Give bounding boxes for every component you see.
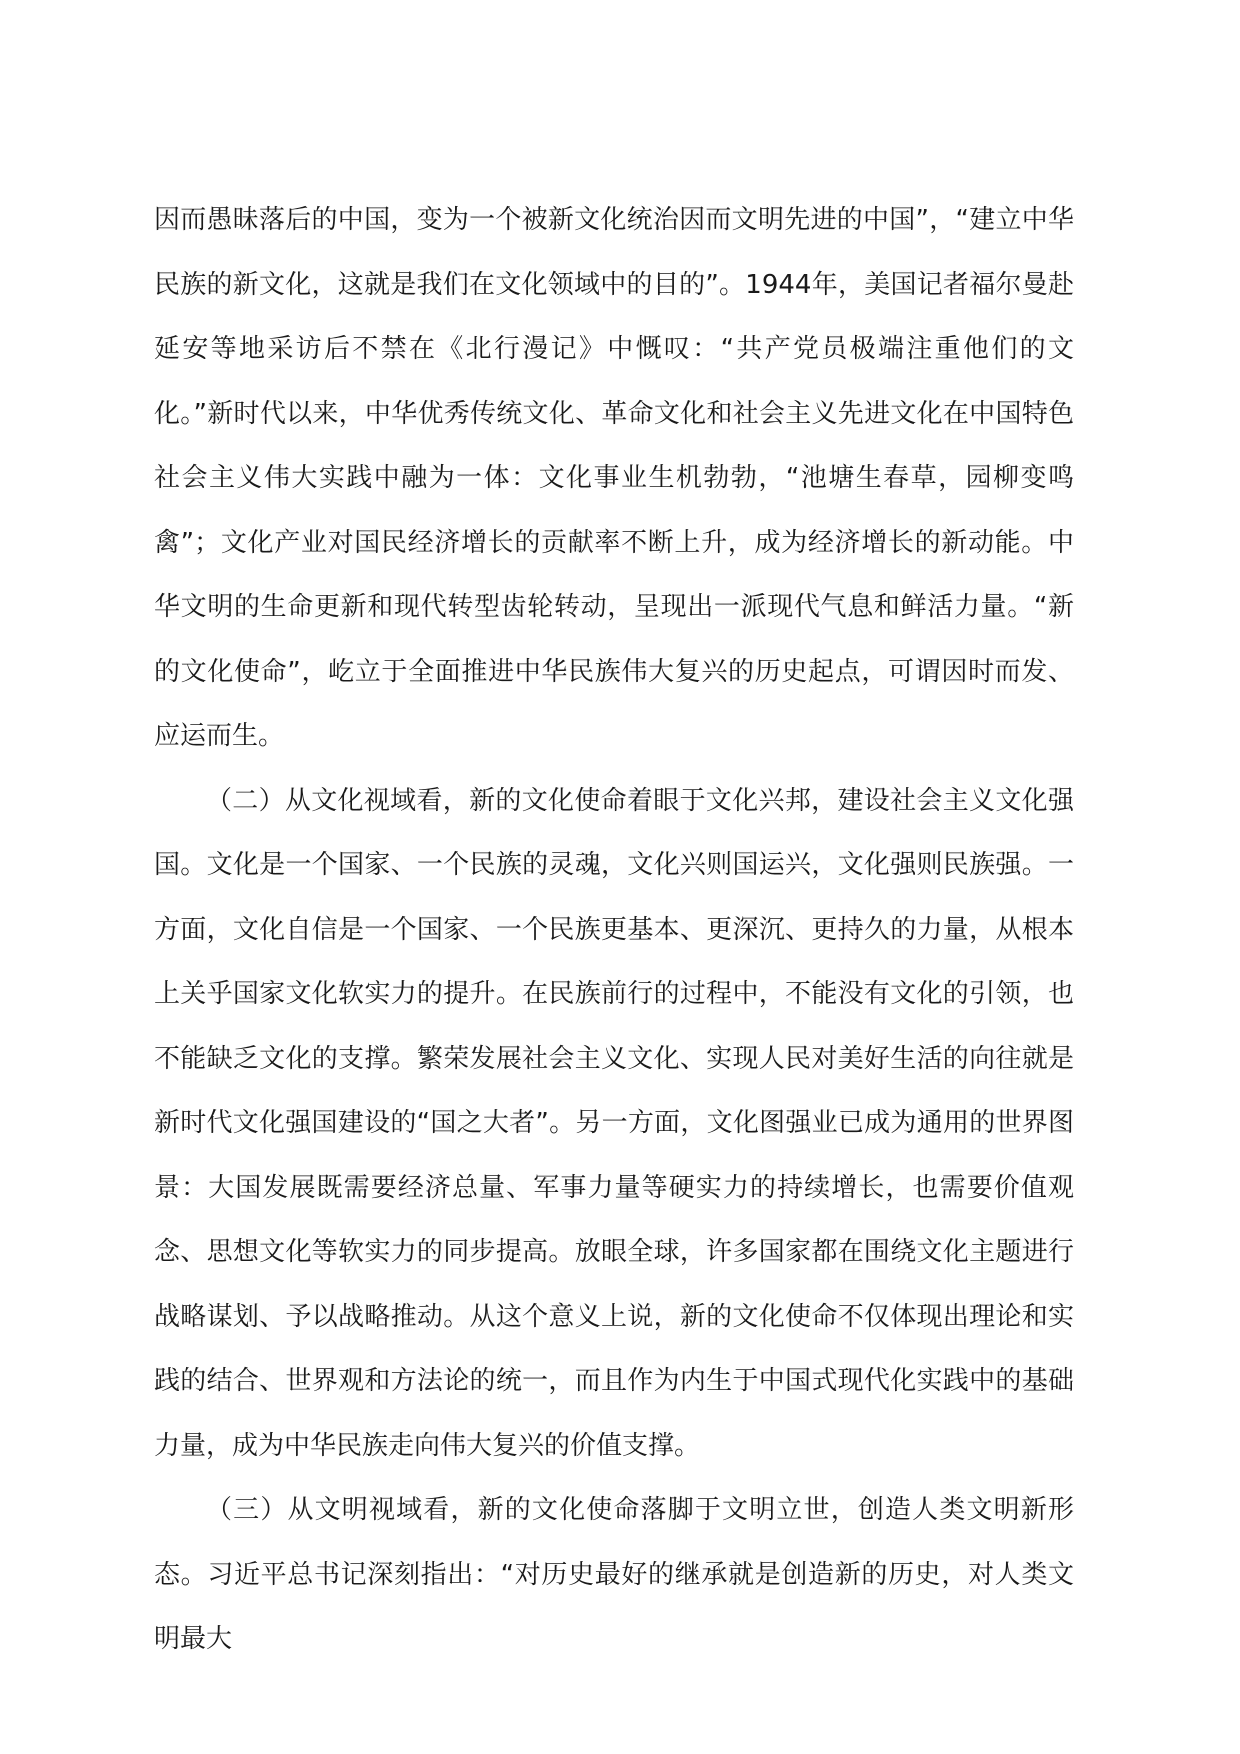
paragraph-section-three: （三）从文明视域看，新的文化使命落脚于文明立世，创造人类文明新形态。习近平总书记深刻指出：“对历史最好的继承就是创造新的历史，对人类文明最大 (154, 1495, 1074, 1654)
paragraph-section-two: （二）从文化视域看，新的文化使命着眼于文化兴邦，建设社会主义文化强国。文化是一个国家、一个民族的灵魂，文化兴则国运兴，文化强则民族强。一方面，文化自信是一个国家、一个民族更基本、更深沉、更持久的力量，从根本上关乎国家文化软实力的提升。在民族前行的过程中，不能没有文化的引领，也不能缺乏文化的支撑。繁荣发展社会主义文化、实现人民对美好生活的向往就是新时代文化强国建设的“国之大者”。另一方面，文化图强业已成为通用的世界图景：大国发展既需要经济总量、军事力量等硬实力的持续增长，也需要价值观念、思想文化等软实力的同步提高。放眼全球，许多国家都在围绕文化主题进行战略谋划、予以战略推动。从这个意义上说，新的文化使命不仅体现出理论和实践的结合、世界观和方法论的统一，而且作为内生于中国式现代化实践中的基础力量，成为中华民族走向伟大复兴的价值支撑。 (154, 785, 1074, 1461)
paragraph-continued: 因而愚昧落后的中国，变为一个被新文化统治因而文明先进的中国”，“建立中华民族的新文化，这就是我们在文化领域中的目的”。1944年，美国记者福尔曼赴延安等地采访后不禁在《北行漫记》中慨叹：“共产党员极端注重他们的文化。”新时代以来，中华优秀传统文化、革命文化和社会主义先进文化在中国特色社会主义伟大实践中融为一体：文化事业生机勃勃，“池塘生春草，园柳变鸣禽”；文化产业对国民经济增长的贡献率不断上升，成为经济增长的新动能。中华文明的生命更新和现代转型齿轮转动，呈现出一派现代气息和鲜活力量。“新的文化使命”，屹立于全面推进中华民族伟大复兴的历史起点，可谓因时而发、应运而生。 (154, 205, 1074, 751)
document-body (154, 188, 1074, 1672)
